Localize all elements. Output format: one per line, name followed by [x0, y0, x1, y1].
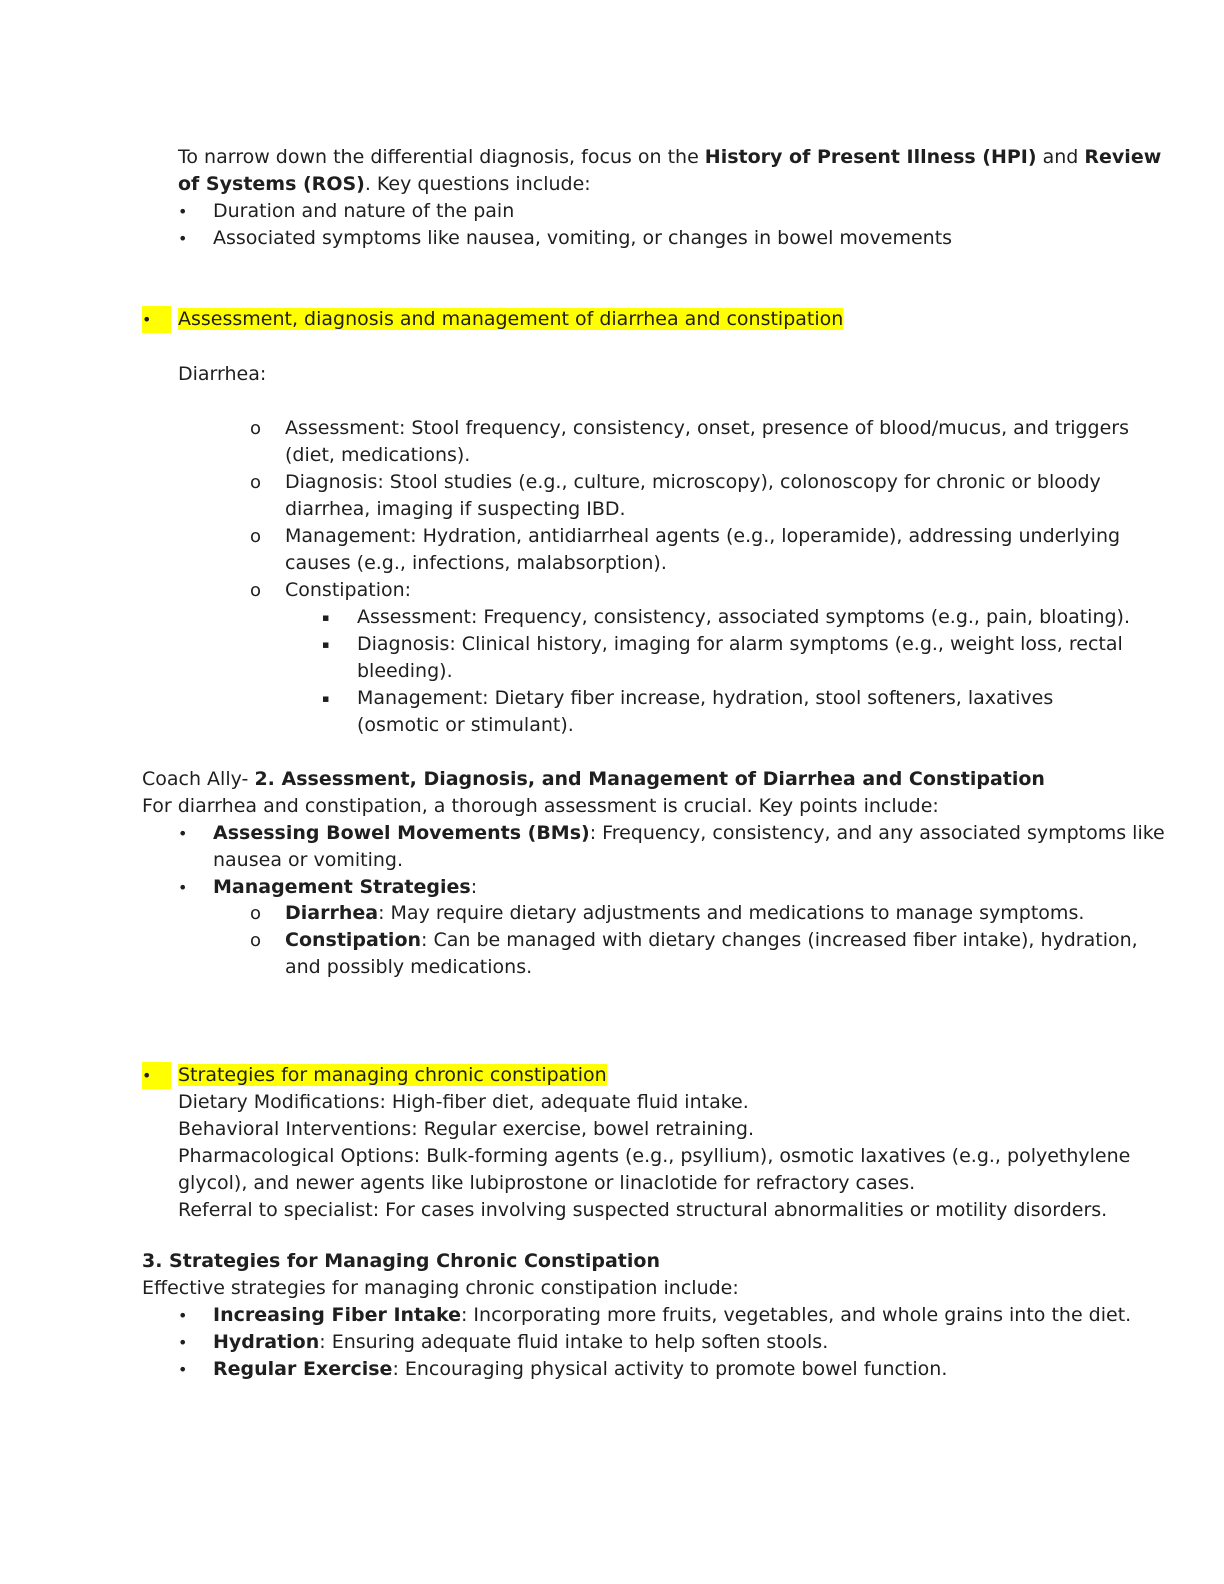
hpi-text: To narrow down the differential diagnosis, focus on the [178, 146, 705, 168]
list-item-text: : [470, 876, 478, 898]
list-item-continuation: bleeding). [357, 660, 453, 682]
section3-title: 3. Strategies for Managing Chronic Constipation [142, 1250, 660, 1272]
list-item [213, 874, 477, 901]
list-item-text: : Encouraging physical activity to promote bowel function. [392, 1358, 948, 1380]
list-item-continuation: (diet, medications). [285, 444, 471, 466]
section-heading-chronic-constipation [178, 1062, 607, 1089]
list-item [213, 1356, 947, 1383]
square-bullet-icon: ▪ [322, 638, 330, 651]
circle-bullet-icon: o [250, 526, 262, 547]
bullet-icon: • [178, 202, 188, 221]
list-item-bold: Diarrhea [285, 902, 379, 924]
strategy-line: Pharmacological Options: Bulk-forming agents (e.g., psyllium), osmotic laxatives (e.g., polyethylene [178, 1145, 1131, 1167]
list-item: Associated symptoms like nausea, vomiting, or changes in bowel movements [213, 227, 953, 249]
coach-intro: For diarrhea and constipation, a thorough assessment is crucial. Key points include: [142, 795, 939, 817]
list-item [213, 820, 1165, 847]
list-item [285, 927, 1138, 954]
list-item: Diagnosis: Clinical history, imaging for alarm symptoms (e.g., weight loss, rectal [357, 633, 1123, 655]
list-item-bold: Management Strategies [213, 876, 471, 898]
circle-bullet-icon: o [250, 418, 262, 439]
square-bullet-icon: ▪ [322, 692, 330, 705]
list-item: Assessment: Stool frequency, consistency, onset, presence of blood/mucus, and triggers [285, 417, 1130, 439]
list-item: Constipation: [285, 579, 412, 601]
bullet-icon: • [178, 878, 188, 897]
hpi-text: and [1036, 146, 1085, 168]
list-item-bold: Increasing Fiber Intake [213, 1304, 461, 1326]
list-item-continuation: and possibly medications. [285, 956, 533, 978]
hpi-paragraph-line1 [178, 144, 1161, 171]
list-item-bold: Constipation [285, 929, 422, 951]
square-bullet-icon: ▪ [322, 611, 330, 624]
hpi-bold: History of Present Illness (HPI) [704, 146, 1037, 168]
highlighted-heading: Strategies for managing chronic constipation [178, 1064, 607, 1086]
list-item-text: : May require dietary adjustments and medications to manage symptoms. [378, 902, 1085, 924]
strategy-line: Behavioral Interventions: Regular exercise, bowel retraining. [178, 1118, 755, 1140]
list-item-continuation: (osmotic or stimulant). [357, 714, 574, 736]
list-item: Duration and nature of the pain [213, 200, 515, 222]
list-item-bold: Regular Exercise [213, 1358, 393, 1380]
list-item-continuation: diarrhea, imaging if suspecting IBD. [285, 498, 626, 520]
bullet-icon: • [178, 1306, 188, 1325]
bullet-icon: • [178, 229, 188, 248]
section3-intro: Effective strategies for managing chronic constipation include: [142, 1277, 739, 1299]
bullet-icon: • [178, 824, 188, 843]
strategy-line: Referral to specialist: For cases involving suspected structural abnormalities or motility disorders. [178, 1199, 1108, 1221]
bullet-icon: • [142, 1062, 171, 1089]
hpi-text: . Key questions include: [364, 173, 591, 195]
list-item-text: : Ensuring adequate fluid intake to help soften stools. [319, 1331, 829, 1353]
strategy-line: glycol), and newer agents like lubiprostone or linaclotide for refractory cases. [178, 1172, 916, 1194]
list-item-text: : Incorporating more fruits, vegetables, and whole grains into the diet. [460, 1304, 1132, 1326]
list-item-continuation: nausea or vomiting. [213, 849, 403, 871]
coach-heading [142, 766, 1045, 793]
list-item: Diagnosis: Stool studies (e.g., culture, microscopy), colonoscopy for chronic or bloody [285, 471, 1101, 493]
section-heading-diarrhea-constipation [178, 306, 843, 333]
coach-title: 2. Assessment, Diagnosis, and Management of Diarrhea and Constipation [254, 768, 1045, 790]
ros-bold: Review [1084, 146, 1162, 168]
circle-bullet-icon: o [250, 580, 262, 601]
list-item: Management: Dietary fiber increase, hydration, stool softeners, laxatives [357, 687, 1054, 709]
circle-bullet-icon: o [250, 930, 262, 951]
list-item [213, 1302, 1131, 1329]
circle-bullet-icon: o [250, 903, 262, 924]
hpi-paragraph-line2 [178, 171, 591, 198]
ros-bold: of Systems (ROS) [178, 173, 365, 195]
diarrhea-label: Diarrhea: [178, 363, 267, 385]
list-item-text: : Frequency, consistency, and any associated symptoms like [589, 822, 1165, 844]
list-item-bold: Assessing Bowel Movements (BMs) [213, 822, 590, 844]
list-item: Management: Hydration, antidiarrheal agents (e.g., loperamide), addressing underlying [285, 525, 1121, 547]
list-item-text: : Can be managed with dietary changes (increased fiber intake), hydration, [421, 929, 1138, 951]
list-item-bold: Hydration [213, 1331, 320, 1353]
strategy-line: Dietary Modifications: High-fiber diet, adequate fluid intake. [178, 1091, 749, 1113]
list-item-continuation: causes (e.g., infections, malabsorption). [285, 552, 667, 574]
list-item [285, 900, 1084, 927]
list-item: Assessment: Frequency, consistency, associated symptoms (e.g., pain, bloating). [357, 606, 1131, 628]
bullet-icon: • [178, 1333, 188, 1352]
circle-bullet-icon: o [250, 472, 262, 493]
highlighted-heading: Assessment, diagnosis and management of diarrhea and constipation [178, 308, 844, 330]
bullet-icon: • [142, 306, 171, 333]
coach-prefix: Coach Ally- [142, 768, 255, 790]
bullet-icon: • [178, 1360, 188, 1379]
list-item [213, 1329, 828, 1356]
